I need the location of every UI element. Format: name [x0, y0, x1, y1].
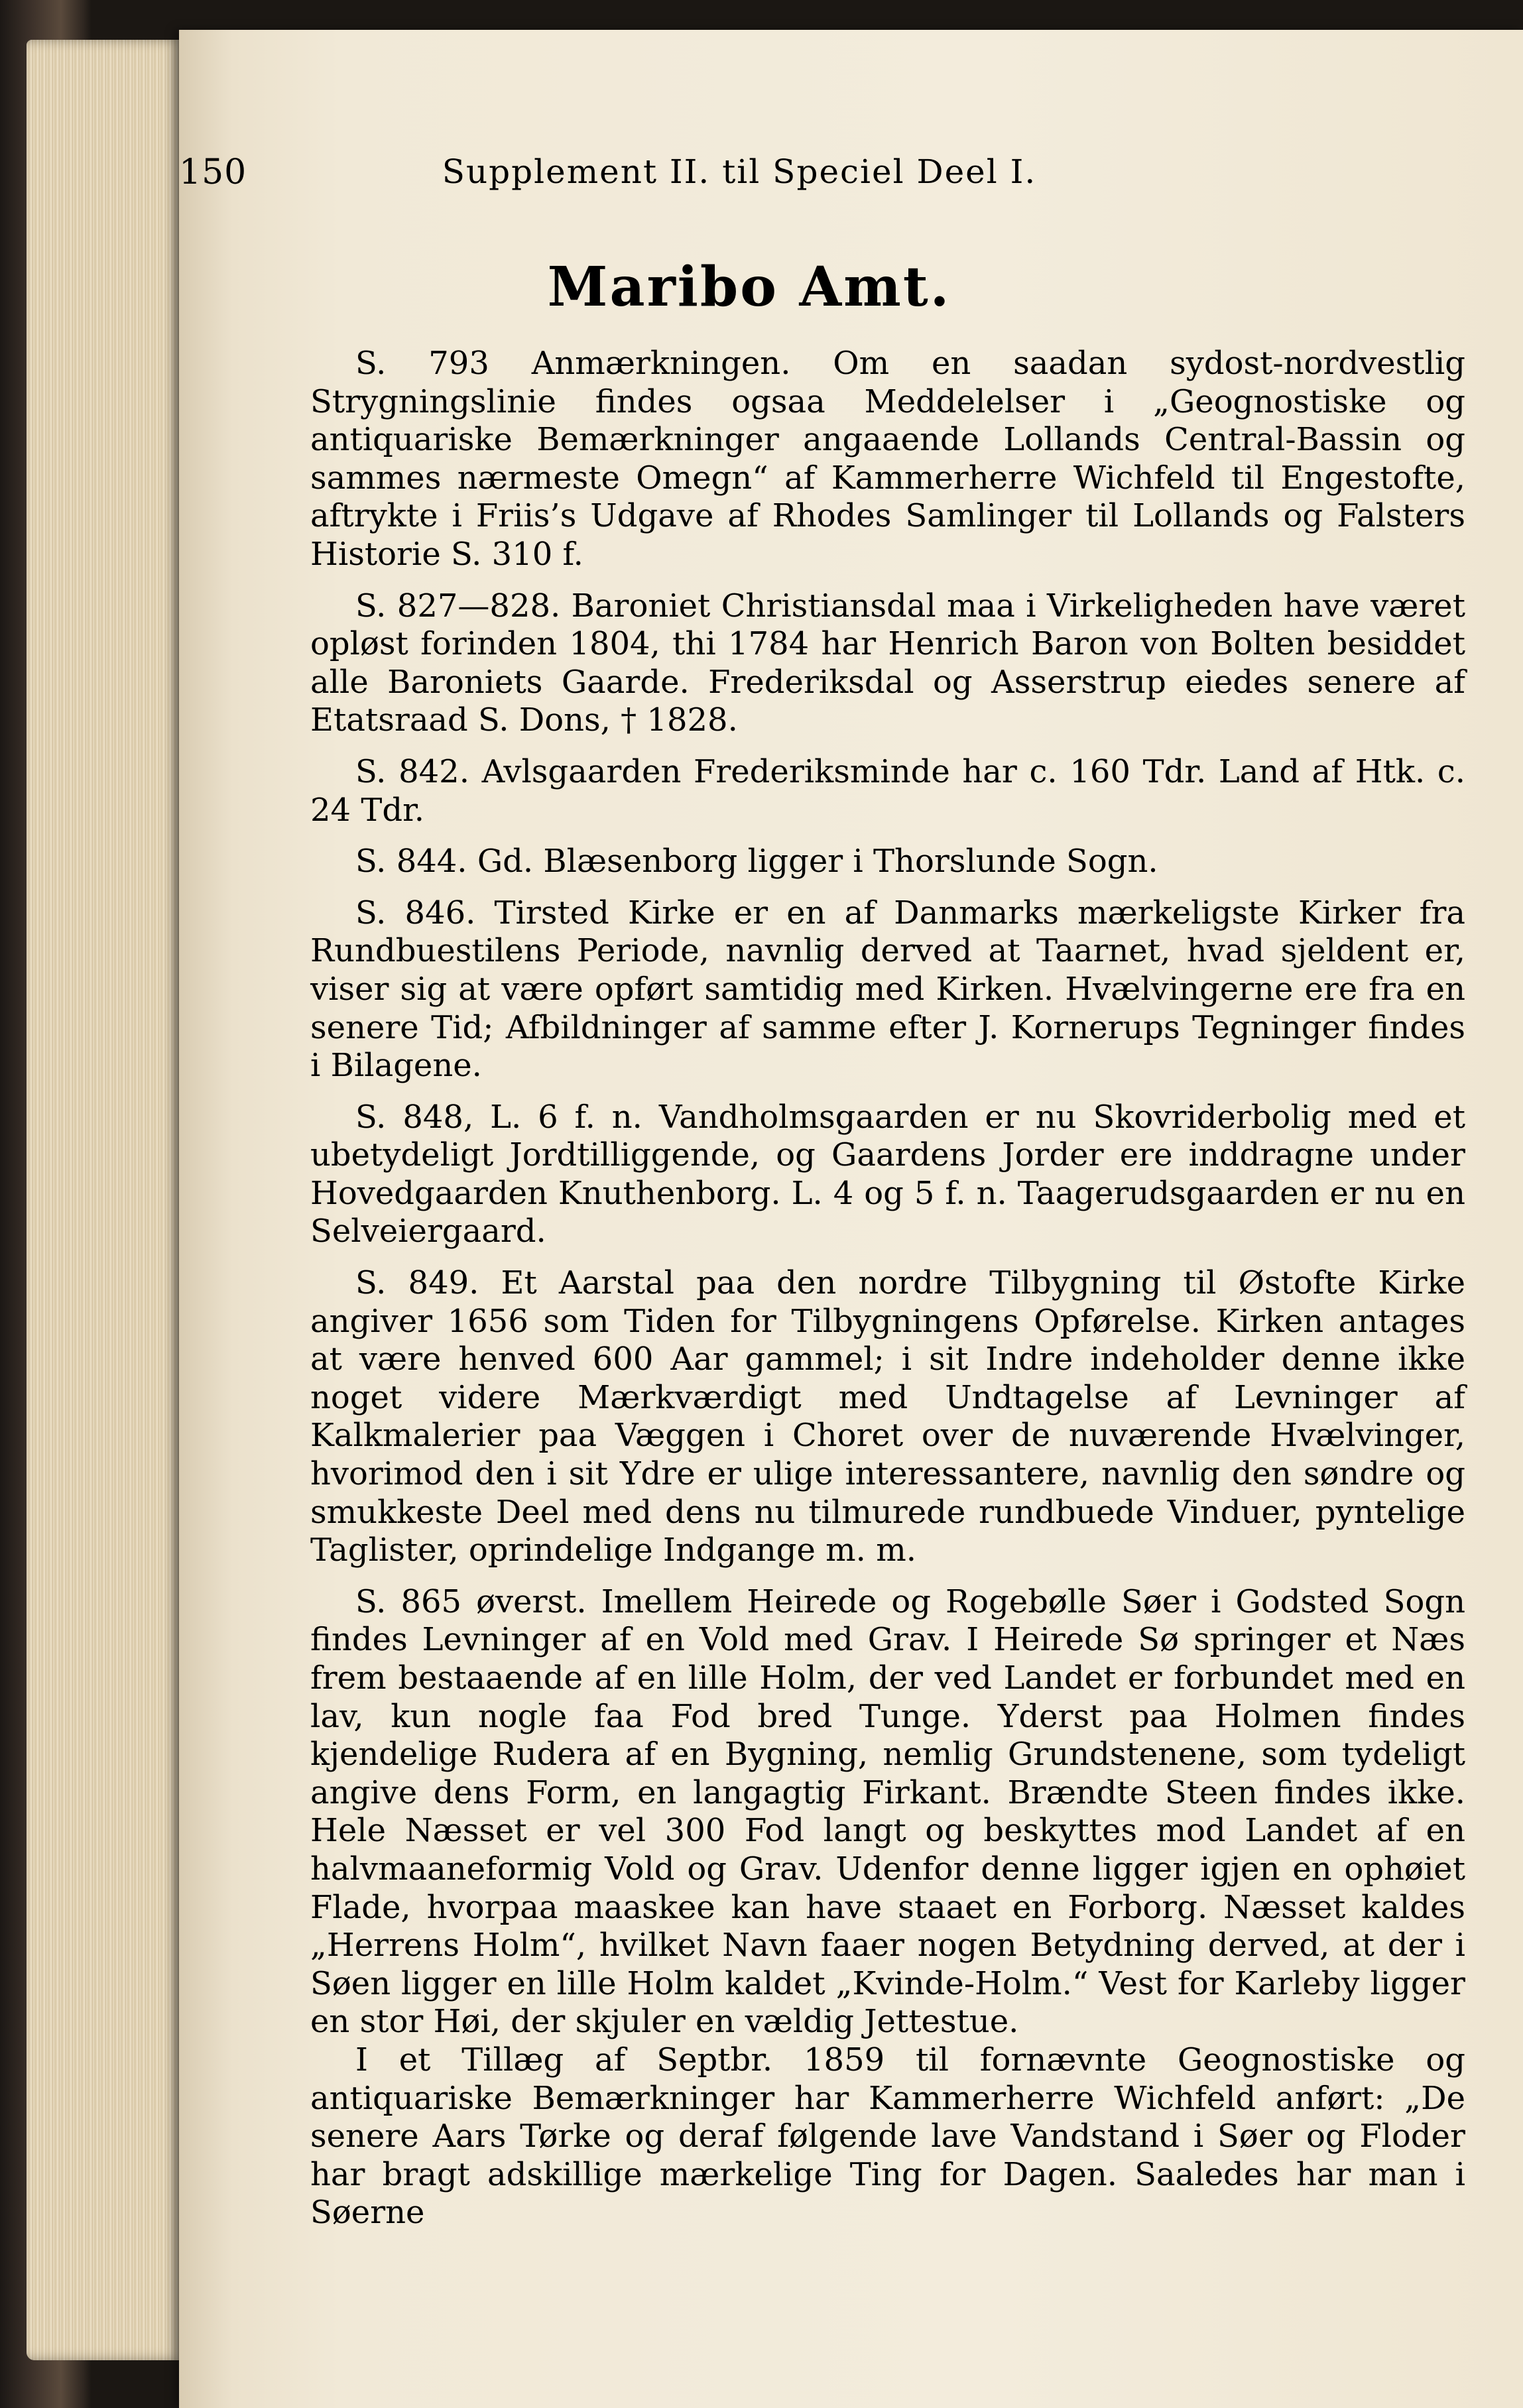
paragraph-tillaeg: I et Tillæg af Septbr. 1859 til fornævnte Geognostiske og antiquariske Bemærkninger har Kammerherre Wichfeld anført: „De senere Aars Tørke og deraf følgende lave Vandstand i Søer og Floder har bragt adskillige mærkelige Ting for Dagen. Saaledes har man i Søerne: [310, 2041, 1465, 2232]
page-edges: [27, 40, 182, 2360]
paragraph-s865: S. 865 øverst. Imellem Heirede og Rogebølle Søer i Godsted Sogn findes Levninger af en Vold med Grav. I Heirede Sø springer et Næs frem bestaaende af en lille Holm, der ved Landet er forbundet med en lav, kun nogle faa Fod bred Tunge. Yderst paa Holmen findes kjendelige Rudera af en Bygning, nemlig Grundstenene, som tydeligt angive dens Form, en langagtig Firkant. Brændte Steen findes ikke. Hele Næsset er vel 300 Fod langt og beskyttes mod Landet af en halvmaaneformig Vold og Grav. Udenfor denne ligger igjen en ophøiet Flade, hvorpaa maaskee kan have staaet en Forborg. Næsset kaldes „Herrens Holm“, hvilket Navn faaer nogen Betydning derved, at der i Søen ligger en lille Holm kaldet „Kvinde-Holm.“ Vest for Karleby ligger en stor Høi, der skjuler en vældig Jettestue.: [310, 1583, 1465, 2041]
paragraph-s842: S. 842. Avlsgaarden Frederiksminde har c. 160 Tdr. Land af Htk. c. 24 Tdr.: [310, 752, 1465, 829]
running-title: Supplement II. til Speciel Deel I.: [442, 152, 1037, 191]
paragraph-s827: S. 827—828. Baroniet Christiansdal maa i Virkeligheden have været opløst forinden 1804, thi 1784 har Henrich Baron von Bolten besiddet alle Baroniets Gaarde. Frederiksdal og Asserstrup eiedes senere af Etatsraad S. Dons, † 1828.: [310, 587, 1465, 739]
running-head: [179, 152, 1154, 199]
paragraph-s848: S. 848, L. 6 f. n. Vandholmsgaarden er nu Skovriderbolig med et ubetydeligt Jordtilliggende, og Gaardens Jorder ere inddragne under Hovedgaarden Knuthenborg. L. 4 og 5 f. n. Taagerudsgaarden er nu en Selveiergaard.: [310, 1098, 1465, 1250]
paragraph-s849: S. 849. Et Aarstal paa den nordre Tilbygning til Østofte Kirke angiver 1656 som Tiden for Tilbygningens Opførelse. Kirken antages at være henved 600 Aar gammel; i sit Indre indeholder denne ikke noget videre Mærkværdigt med Undtagelse af Levninger af Kalkmalerier paa Væggen i Choret over de nuværende Hvælvinger, hvorimod den i sit Ydre er ulige interessantere, navnlig den søndre og smukkeste Deel med dens nu tilmurede rundbuede Vinduer, pyntelige Taglister, oprindelige Indgange m. m.: [310, 1264, 1465, 1569]
body-text: [310, 345, 1465, 2232]
paragraph-s846: S. 846. Tirsted Kirke er en af Danmarks mærkeligste Kirker fra Rundbuestilens Periode, navnlig derved at Taarnet, hvad sjeldent er, viser sig at være opført samtidig med Kirken. Hvælvingerne ere fra en senere Tid; Afbildninger af samme efter J. Kornerups Tegninger findes i Bilagene.: [310, 894, 1465, 1085]
paragraph-s844: S. 844. Gd. Blæsenborg ligger i Thorslunde Sogn.: [355, 843, 1158, 880]
page-number: 150: [179, 152, 247, 192]
section-title: Maribo Amt.: [547, 255, 951, 319]
paragraph-s793: S. 793 Anmærkningen. Om en saadan sydost-nordvestlig Strygningslinie findes ogsaa Meddelelser i „Geognostiske og antiquariske Bemærkninger angaaende Lollands Central-Bassin og sammes nærmeste Omegn“ af Kammerherre Wichfeld til Engestofte, aftrykte i Friis’s Udgave af Rhodes Samlinger til Lollands og Falsters Historie S. 310 f.: [310, 345, 1465, 573]
